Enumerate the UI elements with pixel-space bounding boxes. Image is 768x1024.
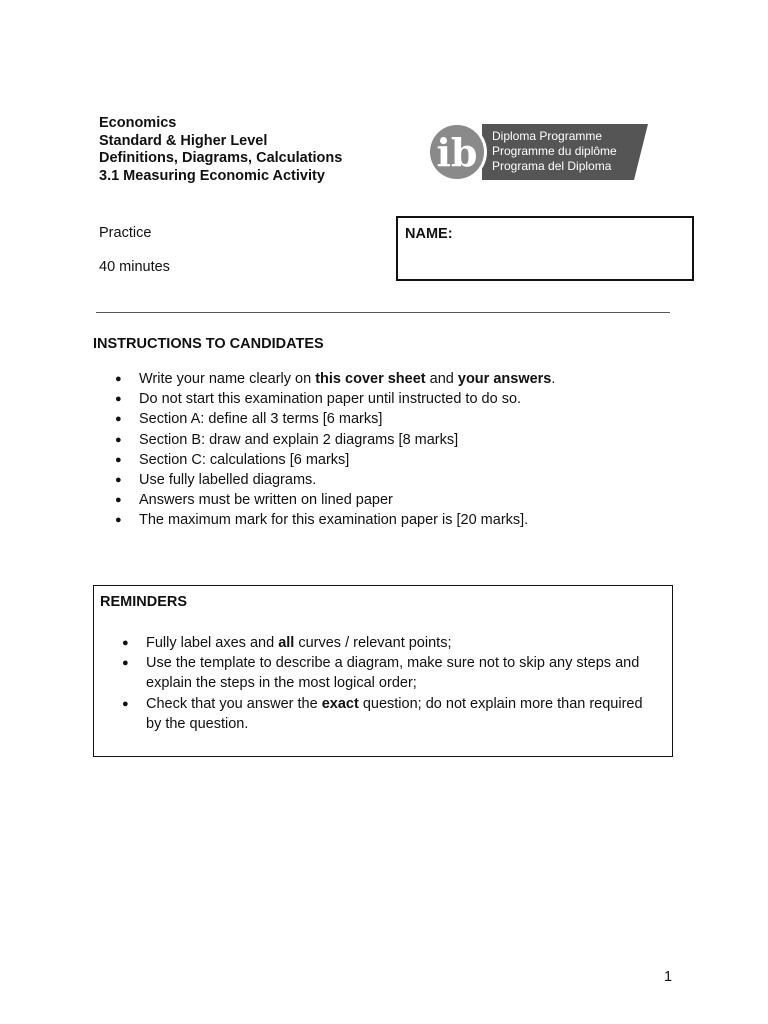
list-item: ● Section C: calculations [6 marks]	[115, 450, 675, 470]
reminders-list	[122, 633, 652, 734]
list-item: ● Fully label axes and all curves / relevant points;	[122, 633, 652, 653]
page-number: 1	[664, 969, 673, 985]
list-item: ● Write your name clearly on this cover sheet and your answers.	[115, 369, 675, 389]
ib-letters: ib	[436, 130, 478, 175]
reminders-box	[93, 585, 673, 757]
logo-line-1: Diploma Programme	[492, 129, 603, 143]
reminders-heading: REMINDERS	[100, 594, 188, 610]
list-item: ● Answers must be written on lined paper	[115, 490, 675, 510]
logo-line-3: Programa del Diploma	[492, 159, 612, 173]
list-item: ● Section B: draw and explain 2 diagrams [8 marks]	[115, 430, 675, 450]
list-item: ● Use fully labelled diagrams.	[115, 470, 675, 490]
list-item: ● Check that you answer the exact question; do not explain more than required by the question.	[122, 694, 652, 734]
logo-line-2: Programme du diplôme	[492, 144, 617, 158]
divider	[96, 312, 670, 313]
level-title: Standard & Higher Level	[99, 132, 268, 149]
subject-title: Economics	[99, 115, 177, 131]
list-item: ● Section A: define all 3 terms [6 marks]	[115, 409, 675, 429]
list-item: ● Do not start this examination paper until instructed to do so.	[115, 389, 675, 409]
topic-title: 3.1 Measuring Economic Activity	[99, 167, 325, 184]
name-label: NAME:	[405, 226, 453, 242]
title-block	[99, 115, 342, 185]
duration-label: 40 minutes	[99, 259, 170, 275]
ib-diploma-logo	[424, 122, 648, 182]
instructions-list	[115, 369, 675, 531]
paper-type-title: Definitions, Diagrams, Calculations	[99, 150, 343, 166]
practice-label: Practice	[99, 225, 152, 241]
name-field[interactable]	[396, 216, 694, 281]
list-item: ● The maximum mark for this examination paper is [20 marks].	[115, 510, 675, 530]
instructions-heading: INSTRUCTIONS TO CANDIDATES	[93, 336, 324, 352]
list-item: ● Use the template to describe a diagram, make sure not to skip any steps and explain the steps in the most logical order;	[122, 653, 652, 693]
